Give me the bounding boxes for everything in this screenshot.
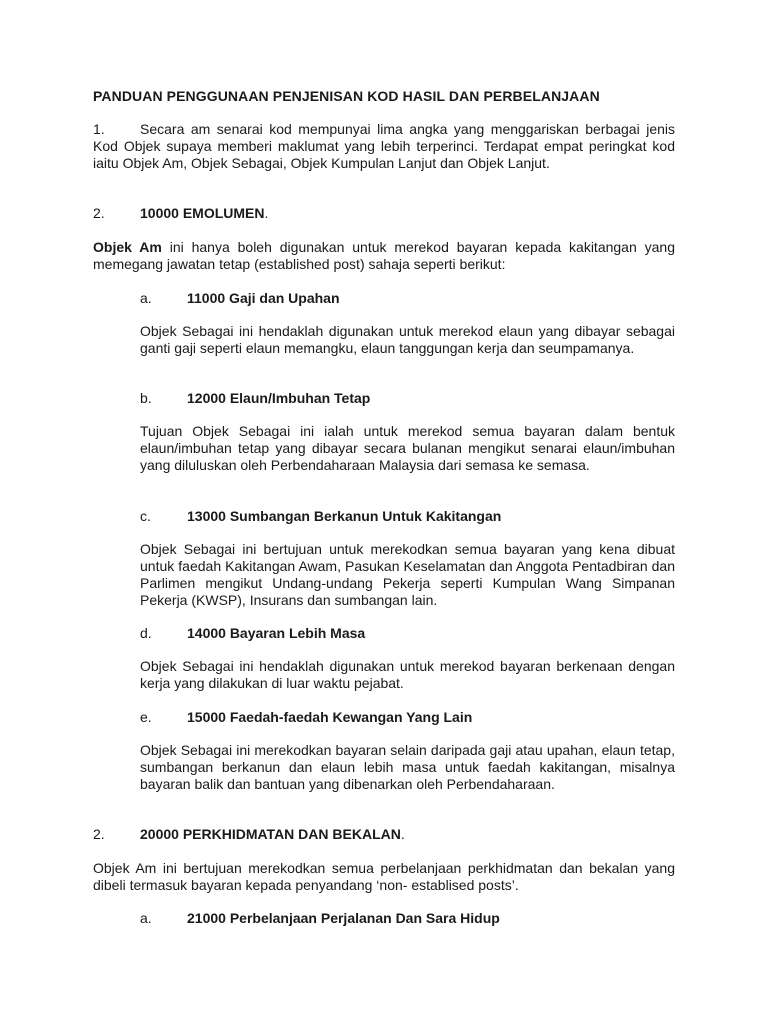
section-perkhidmatan-title: 20000 PERKHIDMATAN DAN BEKALAN <box>140 826 401 842</box>
intro-number: 1. <box>93 121 105 137</box>
perkhidmatan-item-a-letter: a. <box>140 910 152 926</box>
emolumen-item-c-title: 13000 Sumbangan Berkanun Untuk Kakitangan <box>187 508 502 524</box>
intro-text: Secara am senarai kod mempunyai lima angka yang menggariskan berbagai jenis Kod Objek supaya memberi maklumat yang lebih terperinci. Terdapat empat peringkat kod iaitu Objek Am, Objek Sebagai, Objek Kumpulan Lanjut dan Objek Lanjut. <box>93 121 675 171</box>
section-emolumen-title-suffix: . <box>264 205 269 221</box>
emolumen-item-d-title: 14000 Bayaran Lebih Masa <box>187 625 366 641</box>
section-perkhidmatan-number: 2. <box>93 826 105 842</box>
emolumen-item-d-letter: d. <box>140 625 152 641</box>
emolumen-item-a-title: 11000 Gaji dan Upahan <box>187 290 340 306</box>
emolumen-item-b-letter: b. <box>140 390 152 406</box>
section-emolumen-number: 2. <box>93 205 105 221</box>
section-perkhidmatan-text: Objek Am ini bertujuan merekodkan semua perbelanjaan perkhidmatan dan bekalan yang dibeli termasuk bayaran kepada penyandang ‘non- establised posts’. <box>93 860 675 893</box>
section-perkhidmatan-title-suffix: . <box>400 826 405 842</box>
section-emolumen-lead-bold: Objek Am <box>93 239 162 255</box>
perkhidmatan-item-a-title: 21000 Perbelanjaan Perjalanan Dan Sara Hidup <box>187 910 500 926</box>
emolumen-item-d-text: Objek Sebagai ini hendaklah digunakan untuk merekod bayaran berkenaan dengan kerja yang dilakukan di luar waktu pejabat. <box>140 658 675 691</box>
intro-paragraph <box>93 121 675 172</box>
emolumen-item-c-text: Objek Sebagai ini bertujuan untuk merekodkan semua bayaran yang kena dibuat untuk faedah Kakitangan Awam, Pasukan Keselamatan dan Anggota Pentadbiran dan Parlimen mengikut Undang-undang Pekerja seperti Kumpulan Wang Simpanan Pekerja (KWSP), Insurans dan sumbangan lain. <box>140 541 675 608</box>
emolumen-item-e-letter: e. <box>140 709 152 725</box>
emolumen-item-b-text: Tujuan Objek Sebagai ini ialah untuk merekod semua bayaran dalam bentuk elaun/imbuhan tetap yang dibayar secara bulanan mengikut senarai elaun/imbuhan yang diluluskan oleh Perbendaharaan Malaysia dari semasa ke semasa. <box>140 423 675 473</box>
section-emolumen-lead <box>93 239 675 273</box>
section-emolumen-title: 10000 EMOLUMEN <box>140 205 265 221</box>
emolumen-item-b-title: 12000 Elaun/Imbuhan Tetap <box>187 390 371 406</box>
section-emolumen-lead-text: ini hanya boleh digunakan untuk merekod bayaran kepada kakitangan yang memegang jawatan tetap (established post) sahaja seperti berikut: <box>93 239 675 272</box>
document-title: PANDUAN PENGGUNAAN PENJENISAN KOD HASIL DAN PERBELANJAAN <box>93 88 600 104</box>
emolumen-item-a-text: Objek Sebagai ini hendaklah digunakan untuk merekod elaun yang dibayar sebagai ganti gaji seperti elaun memangku, elaun tanggungan kerja dan seumpamanya. <box>140 323 675 356</box>
emolumen-item-a-letter: a. <box>140 290 152 306</box>
emolumen-item-e-text: Objek Sebagai ini merekodkan bayaran selain daripada gaji atau upahan, elaun tetap, sumbangan berkanun dan elaun lebih masa untuk faedah kakitangan, misalnya bayaran balik dan bantuan yang dibenarkan oleh Perbendaharaan. <box>140 742 675 792</box>
emolumen-item-e-title: 15000 Faedah-faedah Kewangan Yang Lain <box>187 709 473 725</box>
emolumen-item-c-letter: c. <box>140 508 151 524</box>
